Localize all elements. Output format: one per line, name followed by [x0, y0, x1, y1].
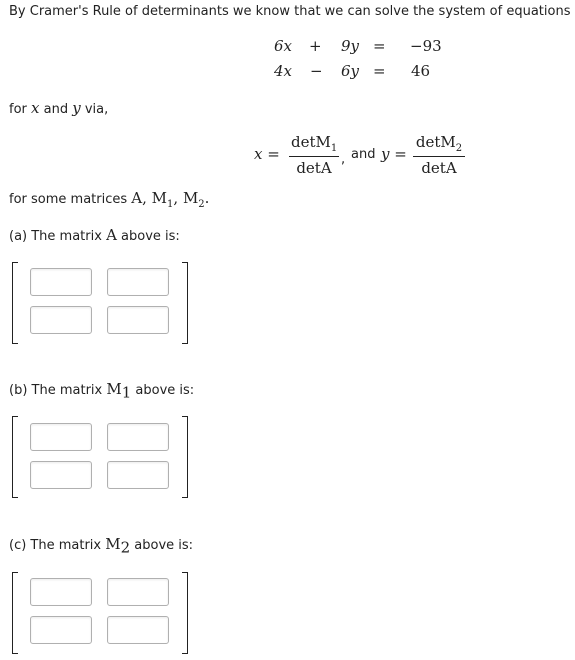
sentence-end: .	[204, 189, 210, 207]
eq1-rhs: −93	[410, 37, 442, 55]
for-suffix: via,	[80, 102, 109, 117]
matrix-m2-cell-21[interactable]	[30, 616, 92, 644]
sep-1: ,	[142, 189, 152, 207]
matrix-m1-left-bracket	[12, 416, 18, 498]
matrix-m2-right-bracket	[182, 572, 188, 654]
part-c-label: (c) The matrix $M_2$ above is:	[9, 535, 194, 557]
x-lhs: x =	[254, 145, 280, 163]
fraction-x-denominator: detA	[296, 159, 332, 177]
fraction-y-numerator: detM$_2$	[415, 133, 463, 154]
fraction-y	[413, 133, 465, 177]
var-x: x	[31, 99, 40, 117]
part-a-label: (a) The matrix A above is:	[9, 226, 180, 244]
matrix-name-m2: $M_2$	[182, 189, 205, 210]
eq2-operator: −	[310, 62, 323, 80]
matrix-m2-left-bracket	[12, 572, 18, 654]
matrix-m2-cell-22[interactable]	[107, 616, 169, 644]
fraction-x	[289, 133, 339, 177]
for-x-y-text	[9, 99, 108, 117]
formula-comma: ,	[341, 152, 346, 167]
y-lhs: y =	[381, 145, 407, 163]
matrix-name-a: A	[131, 189, 143, 207]
eq2-term1: 4x	[274, 62, 293, 80]
matrix-a-right-bracket	[182, 262, 188, 344]
fraction-y-denominator: detA	[421, 159, 457, 177]
for-prefix: for	[9, 102, 32, 117]
matrix-a-cell-21[interactable]	[30, 306, 92, 334]
eq1-term2: 9y	[341, 37, 360, 55]
matrix-a-left-bracket	[12, 262, 18, 344]
matrix-m1-cell-12[interactable]	[107, 423, 169, 451]
fraction-x-numerator: detM$_1$	[291, 133, 338, 154]
matrix-name-m1: $M_1$	[151, 189, 174, 210]
matrix-a-cell-11[interactable]	[30, 268, 92, 296]
eq1-equals: =	[373, 37, 386, 55]
formula-and: and	[351, 147, 376, 162]
eq1-operator: +	[309, 37, 322, 55]
matrix-m1-right-bracket	[182, 416, 188, 498]
eq2-term2: 6y	[341, 62, 360, 80]
eq1-term1: 6x	[274, 37, 293, 55]
matrix-m2-cell-11[interactable]	[30, 578, 92, 606]
matrix-m1-cell-21[interactable]	[30, 461, 92, 489]
matrix-m1-cell-22[interactable]	[107, 461, 169, 489]
matrix-m2-cell-12[interactable]	[107, 578, 169, 606]
matrix-m1-cell-11[interactable]	[30, 423, 92, 451]
part-b-label: (b) The matrix $M_1$ above is:	[9, 380, 195, 402]
matrix-a-cell-22[interactable]	[107, 306, 169, 334]
var-y: y	[72, 99, 81, 117]
sep-2: ,	[173, 189, 183, 207]
intro-text: By Cramer's Rule of determinants we know that we can solve the system of equations	[9, 4, 571, 19]
eq2-equals: =	[373, 62, 386, 80]
eq2-rhs: 46	[411, 62, 431, 80]
for-mid: and	[39, 102, 73, 117]
matrix-a-cell-12[interactable]	[107, 268, 169, 296]
some-matrices-text	[9, 189, 209, 210]
some-matrices-prefix: for some matrices	[9, 192, 132, 207]
